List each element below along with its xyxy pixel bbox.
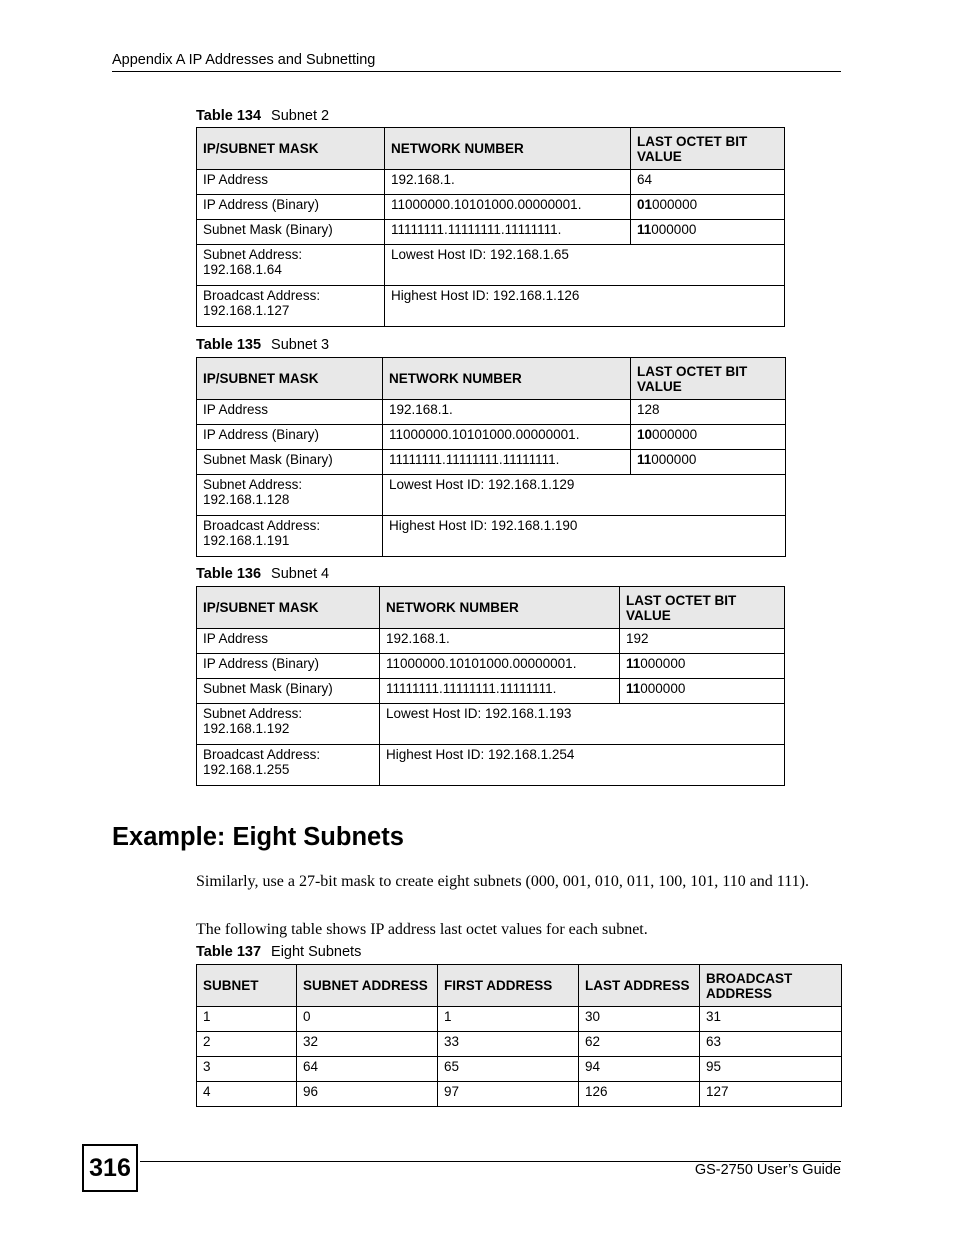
table-cell: 11000000 [620, 654, 785, 679]
table-header-row [197, 358, 786, 400]
table-row [197, 1032, 842, 1057]
table-row [197, 1057, 842, 1082]
table-cell: 2 [197, 1032, 297, 1057]
table-cell: 11000000.10101000.00000001. [383, 425, 631, 450]
table-row [197, 195, 785, 220]
table-cell: 11000000 [631, 220, 785, 245]
table-135-caption [196, 337, 329, 353]
table-cell: 63 [700, 1032, 842, 1057]
table-cell: IP Address (Binary) [197, 425, 383, 450]
table-cell: 192.168.1. [380, 629, 620, 654]
table-header-row [197, 587, 785, 629]
table-cell: 64 [297, 1057, 438, 1082]
column-header: IP/SUBNET MASK [197, 587, 380, 629]
table-137-caption [196, 944, 361, 960]
caption-number: Table 136 [196, 566, 262, 582]
caption-number: Table 135 [196, 337, 262, 353]
table-row [197, 220, 785, 245]
table-row [197, 1007, 842, 1032]
table-row [197, 425, 786, 450]
table-cell: IP Address [197, 170, 385, 195]
table-cell: Subnet Address: 192.168.1.192 [197, 704, 380, 745]
caption-title: Eight Subnets [271, 944, 362, 960]
table-row [197, 286, 785, 327]
caption-title: Subnet 2 [271, 108, 330, 124]
column-header: LAST OCTET BIT VALUE [631, 358, 786, 400]
table-cell: IP Address [197, 629, 380, 654]
column-header: BROADCAST ADDRESS [700, 965, 842, 1007]
table-cell: 01000000 [631, 195, 785, 220]
column-header: IP/SUBNET MASK [197, 358, 383, 400]
table-cell: IP Address (Binary) [197, 654, 380, 679]
table-cell: Broadcast Address: 192.168.1.191 [197, 516, 383, 557]
table-cell: 11000000 [631, 450, 786, 475]
table-136 [196, 586, 785, 786]
column-header: IP/SUBNET MASK [197, 128, 385, 170]
table-cell: Highest Host ID: 192.168.1.190 [383, 516, 786, 557]
table-row [197, 679, 785, 704]
table-cell: 95 [700, 1057, 842, 1082]
column-header: LAST ADDRESS [579, 965, 700, 1007]
table-cell: Highest Host ID: 192.168.1.126 [385, 286, 785, 327]
table-row [197, 170, 785, 195]
column-header: LAST OCTET BIT VALUE [620, 587, 785, 629]
table-row [197, 475, 786, 516]
table-cell: 1 [438, 1007, 579, 1032]
table-cell: Lowest Host ID: 192.168.1.129 [383, 475, 786, 516]
table-cell: 127 [700, 1082, 842, 1107]
caption-number: Table 137 [196, 944, 262, 960]
table-cell: Broadcast Address: 192.168.1.127 [197, 286, 385, 327]
footer-guide-title: GS-2750 User’s Guide [694, 1162, 841, 1178]
table-cell: 32 [297, 1032, 438, 1057]
table-cell: 11000000 [620, 679, 785, 704]
table-cell: 11111111.11111111.11111111. [380, 679, 620, 704]
table-cell: 126 [579, 1082, 700, 1107]
table-cell: Subnet Mask (Binary) [197, 679, 380, 704]
column-header: FIRST ADDRESS [438, 965, 579, 1007]
table-cell: 33 [438, 1032, 579, 1057]
table-row [197, 629, 785, 654]
table-cell: 30 [579, 1007, 700, 1032]
table-cell: 97 [438, 1082, 579, 1107]
table-cell: 128 [631, 400, 786, 425]
table-cell: 94 [579, 1057, 700, 1082]
table-134 [196, 127, 785, 327]
column-header: NETWORK NUMBER [383, 358, 631, 400]
table-cell: Subnet Address: 192.168.1.64 [197, 245, 385, 286]
table-cell: 192.168.1. [385, 170, 631, 195]
table-row [197, 704, 785, 745]
running-header: Appendix A IP Addresses and Subnetting [112, 52, 841, 72]
table-cell: Subnet Mask (Binary) [197, 450, 383, 475]
column-header: NETWORK NUMBER [380, 587, 620, 629]
table-135 [196, 357, 786, 557]
body-paragraph: Similarly, use a 27-bit mask to create eight subnets (000, 001, 010, 011, 100, 101, 110 and 111). [196, 873, 809, 890]
body-paragraph: The following table shows IP address last octet values for each subnet. [196, 921, 648, 938]
table-row [197, 1082, 842, 1107]
caption-number: Table 134 [196, 108, 262, 124]
table-cell: Lowest Host ID: 192.168.1.65 [385, 245, 785, 286]
table-cell: 64 [631, 170, 785, 195]
table-row [197, 450, 786, 475]
table-137 [196, 964, 842, 1107]
table-header-row [197, 965, 842, 1007]
table-cell: 4 [197, 1082, 297, 1107]
column-header: SUBNET [197, 965, 297, 1007]
table-cell: 11111111.11111111.11111111. [383, 450, 631, 475]
table-cell: Lowest Host ID: 192.168.1.193 [380, 704, 785, 745]
table-cell: Highest Host ID: 192.168.1.254 [380, 745, 785, 786]
page-number: 316 [82, 1144, 138, 1192]
table-cell: Subnet Mask (Binary) [197, 220, 385, 245]
table-row [197, 245, 785, 286]
table-134-caption [196, 108, 329, 124]
column-header: SUBNET ADDRESS [297, 965, 438, 1007]
table-cell: 31 [700, 1007, 842, 1032]
section-heading: Example: Eight Subnets [112, 823, 404, 851]
table-cell: IP Address (Binary) [197, 195, 385, 220]
table-row [197, 745, 785, 786]
table-cell: Subnet Address: 192.168.1.128 [197, 475, 383, 516]
table-cell: 65 [438, 1057, 579, 1082]
table-136-caption [196, 566, 329, 582]
table-header-row [197, 128, 785, 170]
table-row [197, 516, 786, 557]
caption-title: Subnet 4 [271, 566, 330, 582]
table-cell: 11000000.10101000.00000001. [385, 195, 631, 220]
table-cell: 11000000.10101000.00000001. [380, 654, 620, 679]
table-row [197, 400, 786, 425]
table-cell: 0 [297, 1007, 438, 1032]
table-cell: 3 [197, 1057, 297, 1082]
column-header: LAST OCTET BIT VALUE [631, 128, 785, 170]
column-header: NETWORK NUMBER [385, 128, 631, 170]
caption-title: Subnet 3 [271, 337, 330, 353]
table-cell: 10000000 [631, 425, 786, 450]
table-cell: 192 [620, 629, 785, 654]
table-cell: 192.168.1. [383, 400, 631, 425]
table-cell: Broadcast Address: 192.168.1.255 [197, 745, 380, 786]
table-cell: IP Address [197, 400, 383, 425]
table-row [197, 654, 785, 679]
table-cell: 96 [297, 1082, 438, 1107]
table-cell: 11111111.11111111.11111111. [385, 220, 631, 245]
table-cell: 1 [197, 1007, 297, 1032]
table-cell: 62 [579, 1032, 700, 1057]
